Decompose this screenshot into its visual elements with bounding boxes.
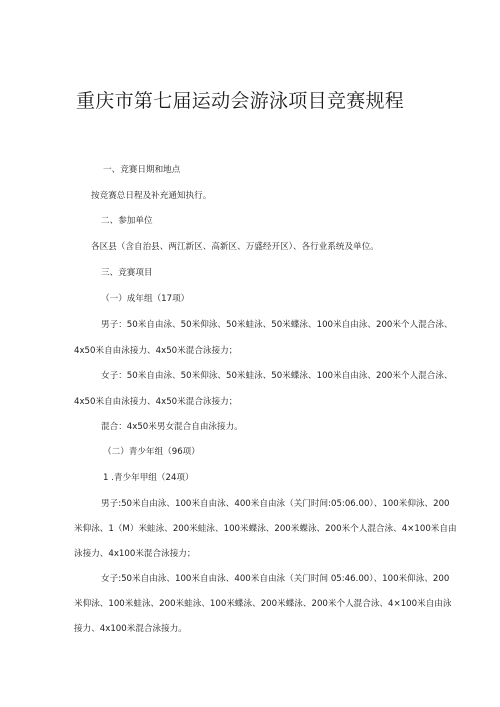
section-heading-participants: 二、参加单位 — [101, 216, 153, 226]
section-heading-events: 三、竞赛项目 — [101, 268, 153, 278]
paragraph-youth-a-women-cont2: 接力、4x100米混合泳接力。 — [74, 624, 187, 634]
paragraph-youth-a-men-cont: 米仰泳、1（M）米蛙泳、200米蛙泳、100米蝶泳、200米蝶泳、200米个人混合泳、4×100米自由 — [74, 524, 457, 534]
paragraph-youth-a-women: 女子:50米自由泳、100米自由泳、400米自由泳（关门时间 05:46.00）、100米仰泳、200 — [101, 574, 450, 584]
document-title: 重庆市第七届运动会游泳项目竞赛规程 — [76, 90, 405, 112]
paragraph-adult-women-cont: 4x50米自由泳接力、4x50米混合泳接力； — [74, 397, 238, 407]
paragraph-adult-men-cont: 4x50米自由泳接力、4x50米混合泳接力； — [74, 346, 238, 356]
subsection-heading-adult: （一）成年组（17项） — [101, 294, 190, 304]
section-heading-dates: 一、竞赛日期和地点 — [103, 165, 181, 175]
paragraph-dates: 按竞赛总日程及补充通知执行。 — [91, 191, 212, 201]
paragraph-youth-a-men: 男子:50米自由泳、100米自由泳、400米自由泳（关门时间:05:06.00）、100米仰泳、200 — [101, 499, 450, 509]
paragraph-youth-a-men-cont2: 泳接力、4x100米混合泳接力； — [74, 549, 196, 559]
paragraph-adult-mixed: 混合：4x50米男女混合自由泳接力。 — [101, 422, 243, 432]
paragraph-adult-women: 女子：50米自由泳、50米仰泳、50米蛙泳、50米蝶泳、100米自由泳、200米个人混合泳、 — [101, 371, 453, 381]
paragraph-participants: 各区县（含自治县、两江新区、高新区、万盛经开区）、各行业系统及单位。 — [91, 242, 379, 252]
subsection-heading-youth-a: 1 .青少年甲组（24项） — [103, 473, 194, 483]
subsection-heading-youth: （二）青少年组（96项） — [103, 447, 200, 457]
paragraph-youth-a-women-cont: 米仰泳、100米蛙泳、200米蛙泳、100米蝶泳、200米蝶泳、200米个人混合泳、4×100米自由泳 — [74, 599, 452, 609]
paragraph-adult-men: 男子：50米自由泳、50米仰泳、50米蛙泳、50米蝶泳、100米自由泳、200米个人混合泳、 — [101, 320, 453, 330]
